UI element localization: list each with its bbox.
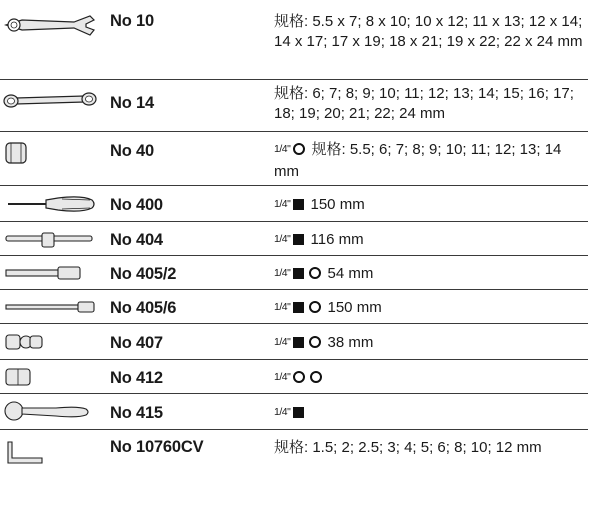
item-code: No 415 (110, 404, 163, 422)
drive-size: 1/4" (274, 371, 291, 383)
universal-joint-icon (2, 327, 98, 357)
ring-wrench-icon (2, 86, 98, 116)
hex-drive-icon (293, 371, 305, 383)
table-row (0, 80, 588, 132)
square-drive-icon (293, 234, 304, 245)
table-row (0, 4, 588, 80)
table-row (0, 186, 588, 222)
tool-spec-table (0, 4, 588, 490)
t-handle-icon (2, 224, 98, 254)
table-row (0, 394, 588, 430)
item-spec-cell (274, 368, 586, 390)
table-row (0, 132, 588, 186)
item-spec: 150 mm (327, 299, 382, 316)
item-spec: 规格: 1.5; 2; 2.5; 3; 4; 5; 6; 8; 10; 12 mm (274, 439, 542, 456)
item-code: No 412 (110, 369, 163, 387)
item-code: No 40 (110, 142, 154, 160)
item-spec: 150 mm (310, 196, 365, 213)
item-code: No 14 (110, 94, 154, 112)
item-spec-cell (274, 403, 586, 425)
table-row (0, 324, 588, 360)
item-spec: 38 mm (327, 334, 374, 351)
table-row (0, 430, 588, 490)
item-spec: 规格: 5.5 x 7; 8 x 10; 10 x 12; 11 x 13; 12 x 14; 14 x 17; 17 x 19; 18 x 21; 19 x 22; 22 x 24 mm (274, 13, 583, 50)
hex-drive-icon (309, 336, 321, 348)
screwdriver-handle-icon (2, 189, 98, 219)
drive-size: 1/4" (274, 143, 291, 155)
item-code: No 405/2 (110, 265, 177, 283)
hex-drive-icon (293, 143, 305, 155)
item-code: No 404 (110, 231, 163, 249)
long-extension-icon (2, 292, 98, 322)
item-spec-cell (274, 264, 586, 286)
item-code: No 405/6 (110, 299, 177, 317)
square-drive-icon (293, 302, 304, 313)
square-drive-icon (293, 407, 304, 418)
item-spec: 规格: 6; 7; 8; 9; 10; 11; 12; 13; 14; 15; 16; 17; 18; 19; 20; 21; 22; 24 mm (274, 85, 574, 122)
drive-size: 1/4" (274, 301, 291, 313)
square-drive-icon (293, 268, 304, 279)
item-code: No 10 (110, 12, 154, 30)
table-row (0, 256, 588, 290)
item-code: No 407 (110, 334, 163, 352)
combination-wrench-icon (2, 10, 98, 40)
drive-size: 1/4" (274, 336, 291, 348)
hex-drive-icon (309, 301, 321, 313)
short-extension-icon (2, 258, 98, 288)
item-code: No 10760CV (110, 438, 204, 456)
adapter-icon (2, 362, 98, 392)
hex-drive-icon (309, 267, 321, 279)
drive-size: 1/4" (274, 406, 291, 418)
item-spec-cell (274, 195, 586, 217)
item-spec-cell (274, 298, 586, 320)
socket-icon (2, 138, 98, 168)
square-drive-icon (293, 337, 304, 348)
hex-drive-icon (310, 371, 322, 383)
item-spec: 规格: 5.5; 6; 7; 8; 9; 10; 11; 12; 13; 14 mm (274, 141, 562, 180)
drive-size: 1/4" (274, 198, 291, 210)
item-spec: 116 mm (310, 231, 364, 248)
item-spec: 54 mm (327, 265, 374, 282)
item-code: No 400 (110, 196, 163, 214)
table-row (0, 360, 588, 394)
item-spec-cell (274, 230, 586, 252)
item-spec-cell (274, 140, 586, 181)
table-row (0, 290, 588, 324)
drive-size: 1/4" (274, 233, 291, 245)
drive-size: 1/4" (274, 267, 291, 279)
hex-key-icon (2, 438, 98, 468)
ratchet-icon (2, 397, 98, 427)
table-row (0, 222, 588, 256)
item-spec-cell (274, 333, 586, 355)
square-drive-icon (293, 199, 304, 210)
